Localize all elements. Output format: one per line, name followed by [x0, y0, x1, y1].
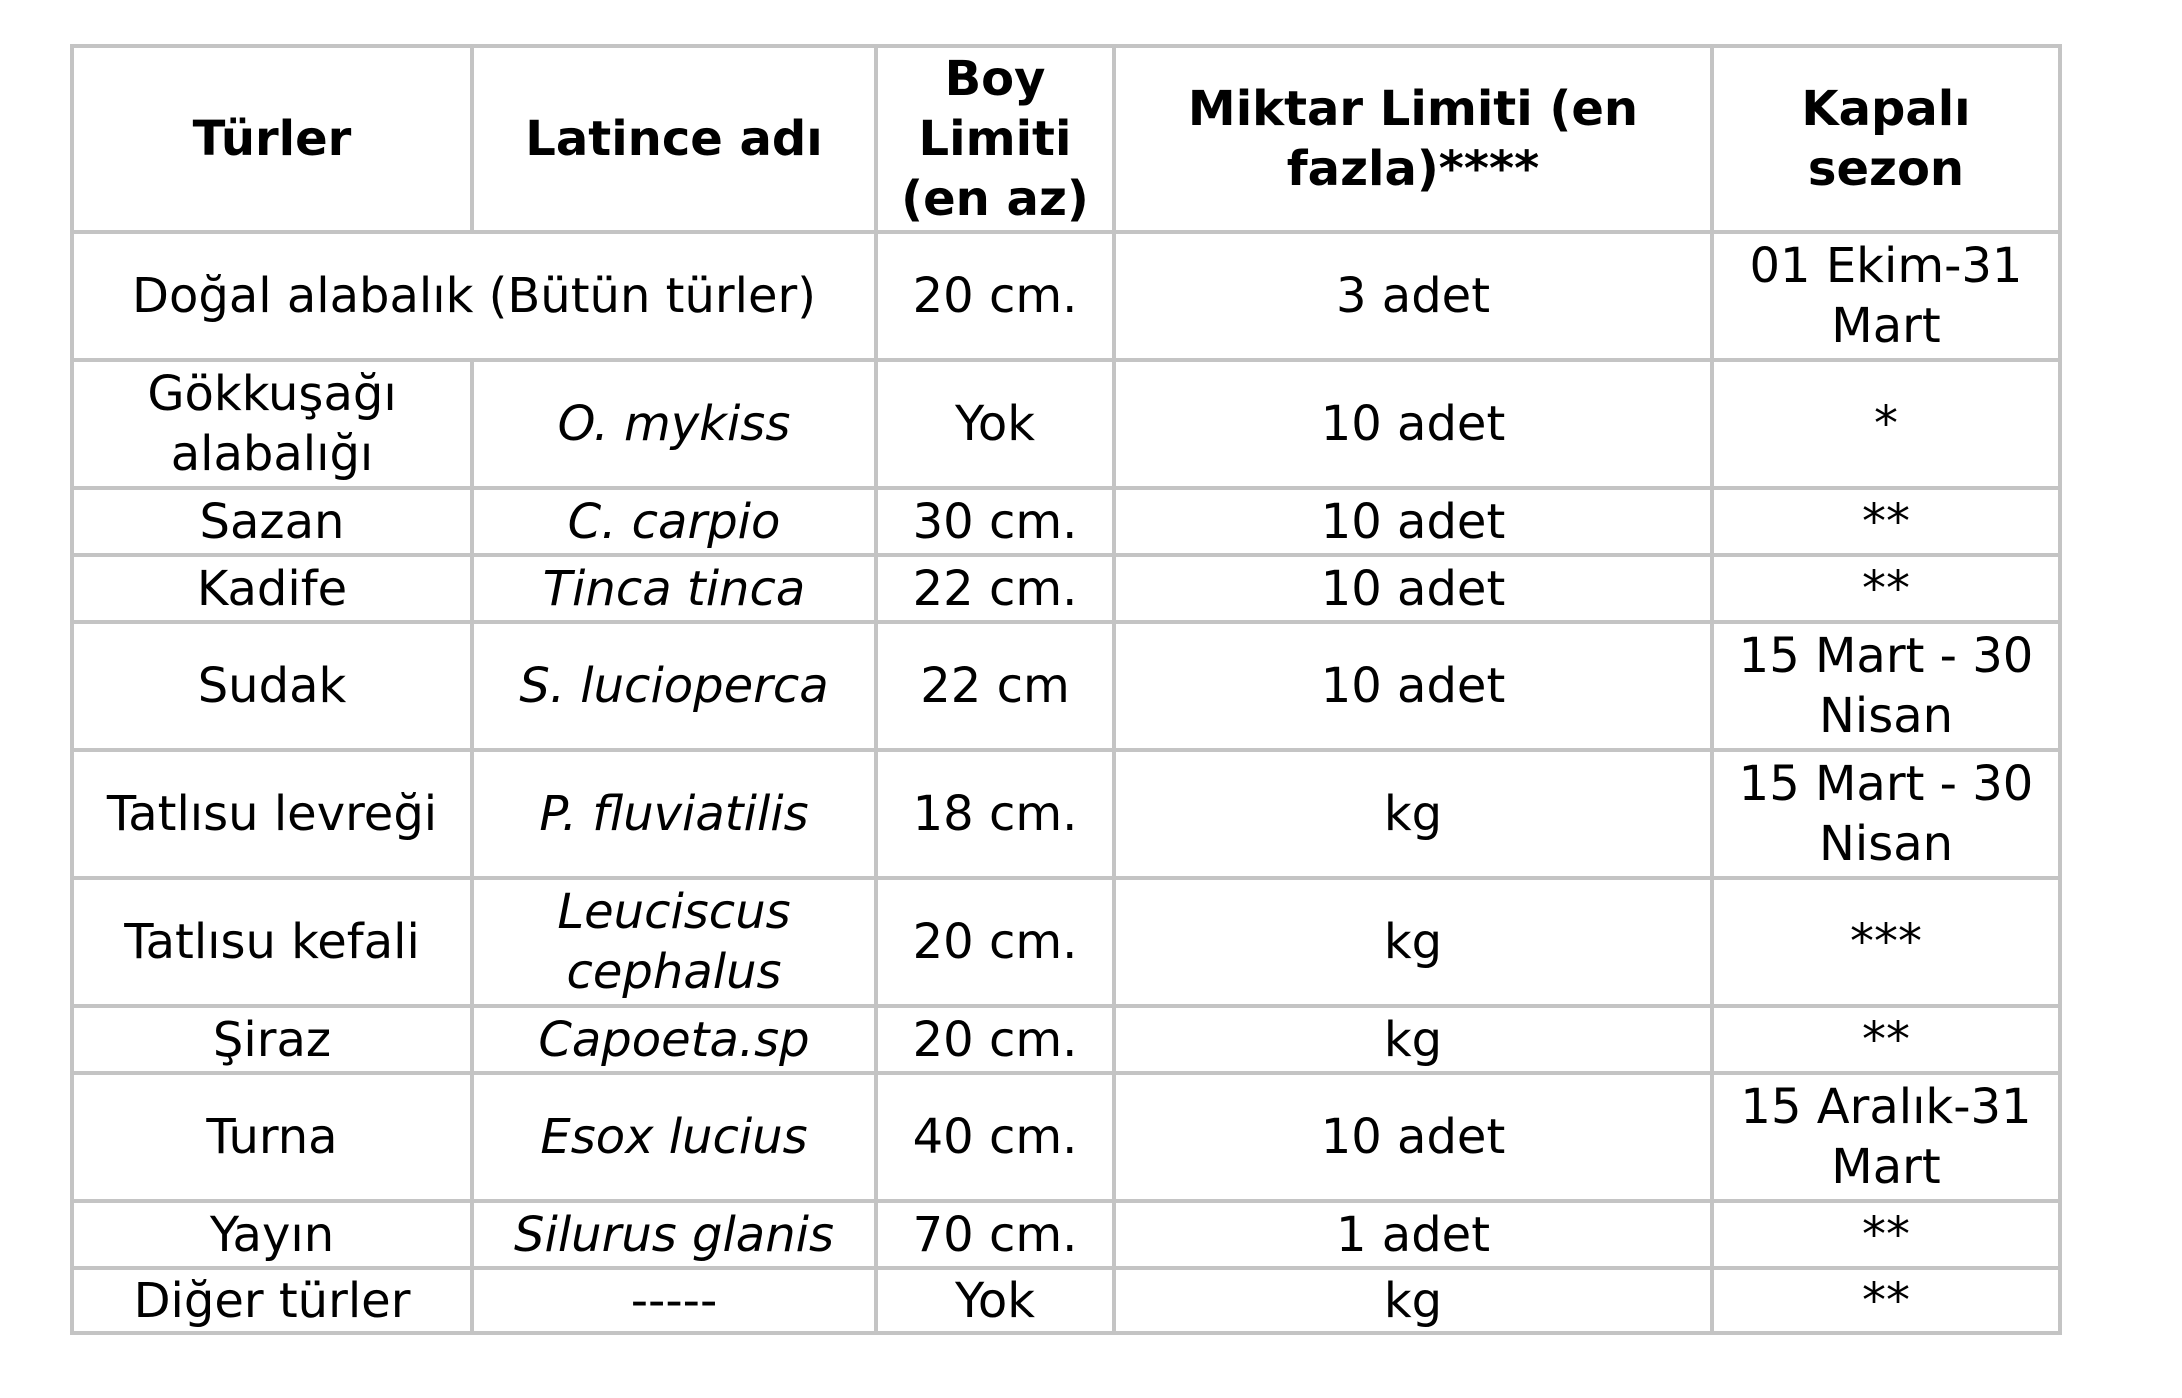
cell-latin-name: O. mykiss [472, 360, 876, 488]
cell-quantity-limit: kg [1114, 878, 1712, 1006]
cell-closed-season: *** [1712, 878, 2060, 1006]
cell-closed-season: ** [1712, 1201, 2060, 1268]
cell-species: Kadife [72, 555, 472, 622]
cell-species: Diğer türler [72, 1268, 472, 1333]
table-row [72, 750, 2060, 878]
cell-closed-season: ** [1712, 555, 2060, 622]
header-closed-season: Kapalı sezon [1712, 46, 2060, 232]
cell-size-limit: Yok [876, 360, 1114, 488]
cell-species: Tatlısu levreği [72, 750, 472, 878]
cell-quantity-limit: kg [1114, 1006, 1712, 1073]
cell-latin-name: C. carpio [472, 488, 876, 555]
header-latin-name: Latince adı [472, 46, 876, 232]
cell-quantity-limit: kg [1114, 750, 1712, 878]
cell-latin-name: Silurus glanis [472, 1201, 876, 1268]
header-size-limit: Boy Limiti (en az) [876, 46, 1114, 232]
cell-size-limit: 30 cm. [876, 488, 1114, 555]
table-row [72, 555, 2060, 622]
cell-quantity-limit: 10 adet [1114, 555, 1712, 622]
cell-latin-name: Tinca tinca [472, 555, 876, 622]
cell-quantity-limit: 1 adet [1114, 1201, 1712, 1268]
cell-latin-name: S. lucioperca [472, 622, 876, 750]
cell-species: Sazan [72, 488, 472, 555]
cell-closed-season: * [1712, 360, 2060, 488]
cell-size-limit: 20 cm. [876, 1006, 1114, 1073]
cell-size-limit: 20 cm. [876, 232, 1114, 360]
cell-size-limit: Yok [876, 1268, 1114, 1333]
header-quantity-limit: Miktar Limiti (en fazla)**** [1114, 46, 1712, 232]
table-row [72, 232, 2060, 360]
cell-latin-name: Capoeta.sp [472, 1006, 876, 1073]
cell-closed-season: 15 Aralık-31 Mart [1712, 1073, 2060, 1201]
table-row [72, 622, 2060, 750]
cell-size-limit: 70 cm. [876, 1201, 1114, 1268]
cell-species: Yayın [72, 1201, 472, 1268]
cell-species: Tatlısu kefali [72, 878, 472, 1006]
cell-closed-season: 01 Ekim-31 Mart [1712, 232, 2060, 360]
cell-closed-season: 15 Mart - 30 Nisan [1712, 622, 2060, 750]
cell-latin-name: Esox lucius [472, 1073, 876, 1201]
table-header-row [72, 46, 2060, 232]
cell-species: Sudak [72, 622, 472, 750]
cell-quantity-limit: 10 adet [1114, 488, 1712, 555]
cell-closed-season: ** [1712, 488, 2060, 555]
cell-latin-name: P. fluviatilis [472, 750, 876, 878]
fishing-regulations-table [70, 44, 2062, 1335]
cell-quantity-limit: kg [1114, 1268, 1712, 1333]
table-row [72, 488, 2060, 555]
cell-quantity-limit: 10 adet [1114, 622, 1712, 750]
cell-latin-name: Leuciscus cephalus [472, 878, 876, 1006]
cell-species: Turna [72, 1073, 472, 1201]
cell-closed-season: ** [1712, 1268, 2060, 1333]
cell-size-limit: 22 cm. [876, 555, 1114, 622]
cell-quantity-limit: 10 adet [1114, 1073, 1712, 1201]
header-species: Türler [72, 46, 472, 232]
cell-latin-name: ----- [472, 1268, 876, 1333]
cell-size-limit: 22 cm [876, 622, 1114, 750]
table-row [72, 1268, 2060, 1333]
cell-closed-season: 15 Mart - 30 Nisan [1712, 750, 2060, 878]
table-row [72, 1201, 2060, 1268]
cell-quantity-limit: 10 adet [1114, 360, 1712, 488]
cell-size-limit: 40 cm. [876, 1073, 1114, 1201]
cell-quantity-limit: 3 adet [1114, 232, 1712, 360]
cell-species: Şiraz [72, 1006, 472, 1073]
cell-species: Gökkuşağı alabalığı [72, 360, 472, 488]
cell-species: Doğal alabalık (Bütün türler) [72, 232, 876, 360]
table-row [72, 360, 2060, 488]
cell-closed-season: ** [1712, 1006, 2060, 1073]
table-row [72, 878, 2060, 1006]
table-row [72, 1073, 2060, 1201]
cell-size-limit: 20 cm. [876, 878, 1114, 1006]
table-row [72, 1006, 2060, 1073]
cell-size-limit: 18 cm. [876, 750, 1114, 878]
